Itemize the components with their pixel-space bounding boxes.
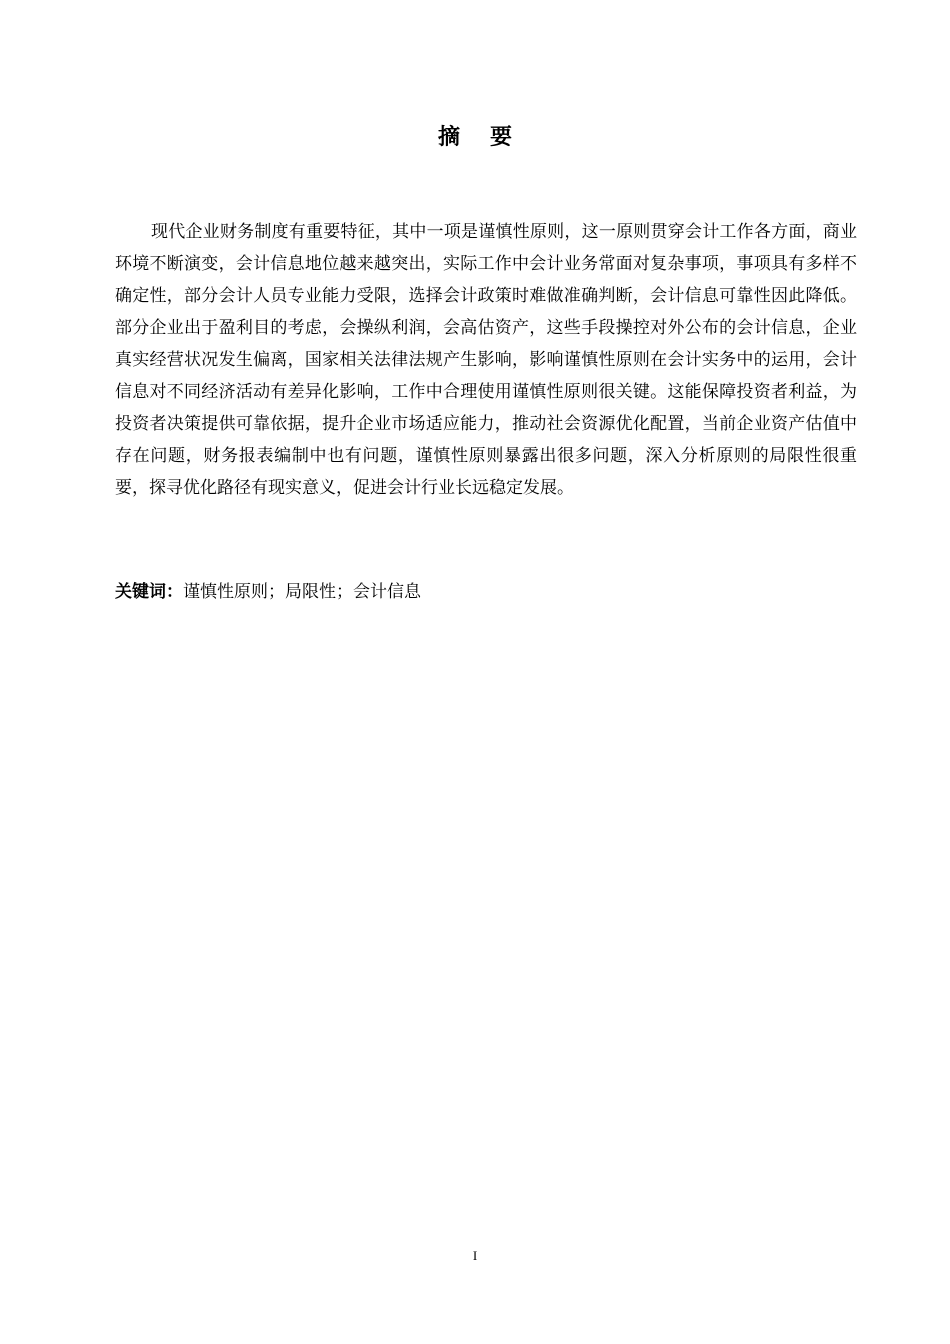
abstract-paragraph: 现代企业财务制度有重要特征，其中一项是谨慎性原则，这一原则贯穿会计工作各方面，商业环境不断演变，会计信息地位越来越突出，实际工作中会计业务常面对复杂事项，事项具有多样不确定性，部分会计人员专业能力受限，选择会计政策时难做准确判断，会计信息可靠性因此降低。部分企业出于盈利目的考虑，会操纵利润，会高估资产，这些手段操控对外公布的会计信息，企业真实经营状况发生偏离，国家相关法律法规产生影响，影响谨慎性原则在会计实务中的运用，会计信息对不同经济活动有差异化影响，工作中合理使用谨慎性原则很关键。这能保障投资者利益，为投资者决策提供可靠依据，提升企业市场适应能力，推动社会资源优化配置，当前企业资产估值中存在问题，财务报表编制中也有问题，谨慎性原则暴露出很多问题，深入分析原则的局限性很重要，探寻优化路径有现实意义，促进会计行业长远稳定发展。 (115, 222, 857, 498)
keywords-line (115, 576, 857, 608)
page-number: I (472, 1248, 478, 1263)
keywords-text: 谨慎性原则；局限性；会计信息 (183, 582, 421, 602)
abstract-title: 摘要 (437, 125, 542, 150)
keywords-label: 关键词： (115, 582, 183, 602)
